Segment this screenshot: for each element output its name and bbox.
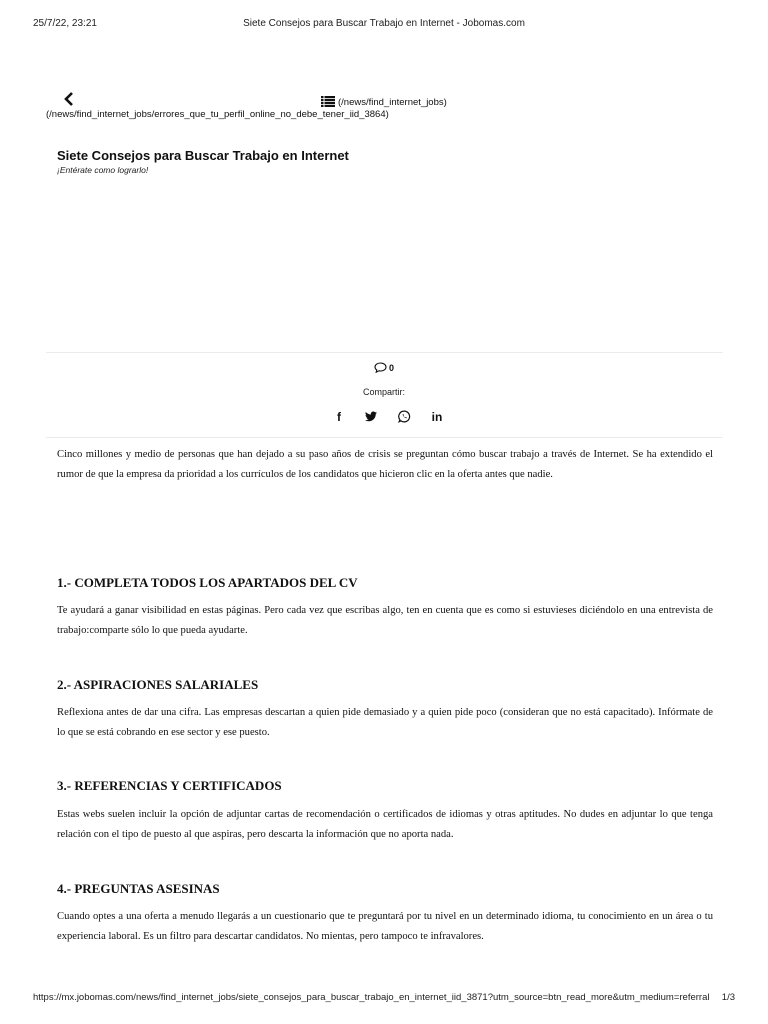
article-navigation <box>0 94 768 124</box>
page-number: 1/3 <box>721 992 735 1003</box>
list-icon <box>321 96 335 110</box>
section-text: Te ayudará a ganar visibilidad en estas páginas. Pero cada vez que escribas algo, ten en cuenta que es como si estuvieses diciéndolo en una entrevista de trabajo:comparte sólo lo que pueda ayudarte. <box>57 605 713 636</box>
linkedin-icon[interactable]: in <box>431 410 443 424</box>
print-footer <box>33 992 735 1006</box>
chevron-left-icon <box>64 92 74 109</box>
print-page-url: https://mx.jobomas.com/news/find_internet_jobs/siete_consejos_para_buscar_trabajo_en_internet_iid_3871?utm_source=btn_read_more&utm_medium=referral <box>33 992 710 1003</box>
section-heading: 1.- COMPLETA TODOS LOS APARTADOS DEL CV <box>57 575 358 590</box>
article-intro: Cinco millones y medio de personas que han dejado a su paso años de crisis se preguntan cómo buscar trabajo a través de Internet. Se ha extendido el rumor de que la empresa da prioridad a los currículos de los candidatos que hicieron clic en la oferta antes que nadie. <box>57 449 713 480</box>
divider <box>46 437 723 438</box>
comments-link[interactable] <box>0 362 768 373</box>
comment-icon <box>374 362 387 373</box>
print-header <box>33 18 735 32</box>
section-heading: 2.- ASPIRACIONES SALARIALES <box>57 677 259 692</box>
previous-article-url: (/news/find_internet_jobs/errores_que_tu_perfil_online_no_debe_tener_iid_3864) <box>46 109 389 120</box>
section-heading: 4.- PREGUNTAS ASESINAS <box>57 881 220 896</box>
section-text: Estas webs suelen incluir la opción de adjuntar cartas de recomendación o certificados de idiomas y otras aptitudes. No dudes en adjuntar lo que tenga relación con el tipo de puesto al que aspiras, pero descarta la información que no aporta nada. <box>57 809 713 840</box>
article-list-link[interactable] <box>321 96 447 110</box>
divider <box>46 352 723 353</box>
facebook-icon[interactable]: f <box>337 410 341 424</box>
share-buttons <box>330 408 450 426</box>
twitter-icon[interactable] <box>362 408 380 426</box>
whatsapp-icon[interactable] <box>395 408 413 426</box>
article-title: Siete Consejos para Buscar Trabajo en Internet <box>57 148 349 163</box>
section-text: Reflexiona antes de dar una cifra. Las empresas descartan a quien pide demasiado y a quien pide poco (consideran que no está capacitado). Infórmate de lo que se está cobrando en ese sector y ese puesto. <box>57 707 713 738</box>
article-list-url: (/news/find_internet_jobs) <box>338 97 447 108</box>
section-text: Cuando optes a una oferta a menudo llegarás a un cuestionario que te preguntará por tu nivel en un determinado idioma, tu conocimiento en un área o tu experiencia laboral. Es un filtro para descartar candidatos. No mientas, pero tampoco te infravalores. <box>57 911 713 942</box>
print-date: 25/7/22, 23:21 <box>33 18 97 29</box>
section-heading: 3.- REFERENCIAS Y CERTIFICADOS <box>57 778 282 793</box>
comment-count: 0 <box>388 363 394 373</box>
article-subtitle: ¡Entérate como lograrlo! <box>57 165 149 175</box>
share-label: Compartir: <box>362 387 405 397</box>
print-page-title: Siete Consejos para Buscar Trabajo en Internet - Jobomas.com <box>243 18 525 29</box>
